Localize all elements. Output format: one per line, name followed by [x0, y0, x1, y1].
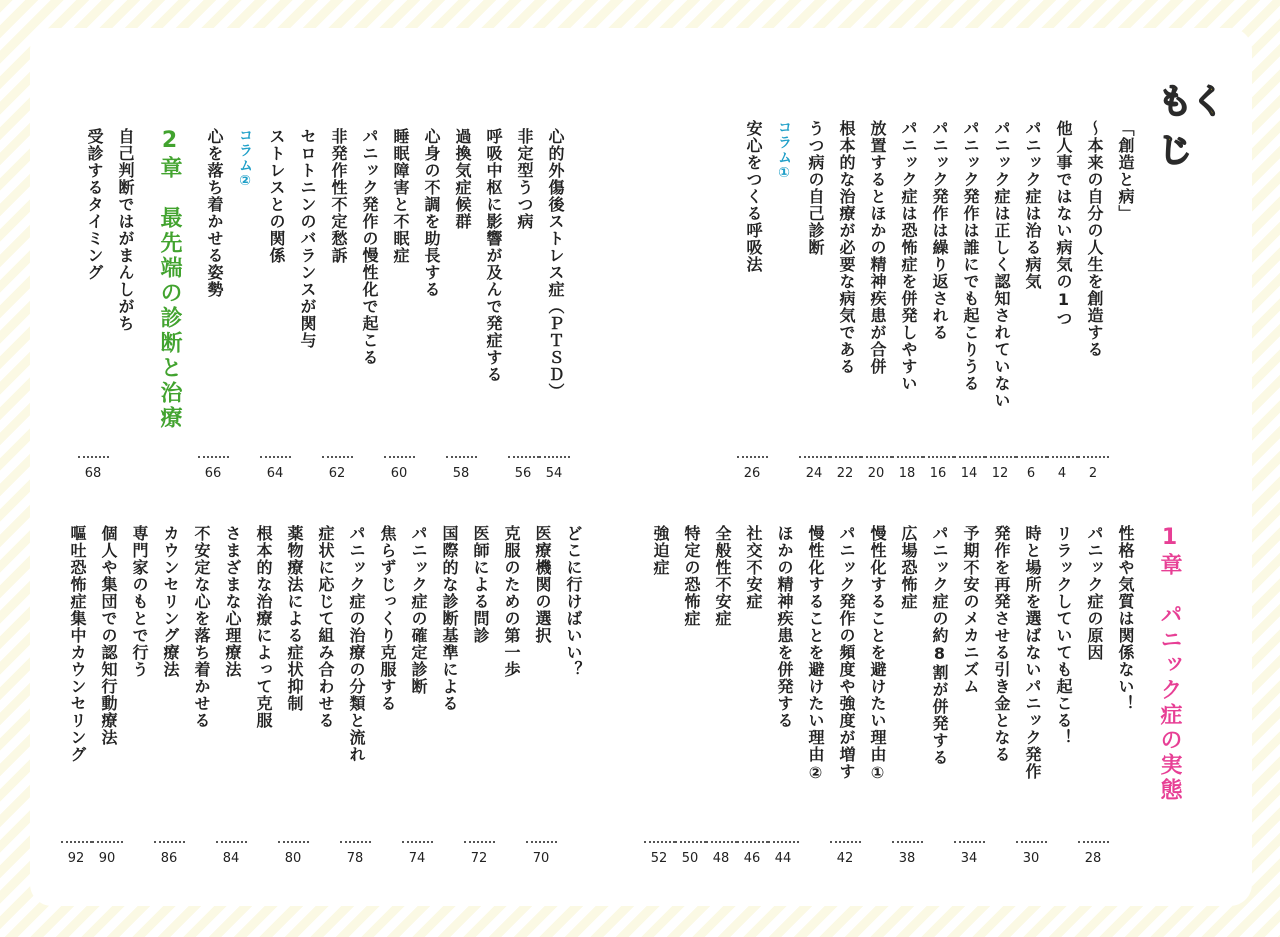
toc-entry-text: 2章 最先端の診断と治療: [157, 128, 182, 431]
toc-entry-text: ほかの精神疾患を併発する: [775, 525, 794, 729]
toc-entry-text: 放置するとほかの精神疾患が合併: [868, 120, 887, 375]
toc-entry[interactable]: [260, 128, 291, 481]
toc-entry-text: パニック症の原因: [1085, 525, 1104, 661]
spacer: [1140, 525, 1150, 843]
toc-entry[interactable]: [322, 128, 353, 481]
page-number: 62: [328, 466, 346, 481]
page-number: 58: [452, 466, 470, 481]
toc-entry[interactable]: [340, 525, 371, 866]
toc-entry[interactable]: [954, 525, 985, 866]
toc-entry-text: 個人や集団での認知行動療法: [99, 525, 118, 746]
page-number: 42: [836, 851, 854, 866]
toc-entry[interactable]: [353, 128, 384, 458]
toc-entry[interactable]: [892, 525, 923, 866]
toc-entry-text: 性格や気質は関係ない！: [1116, 525, 1135, 712]
page-number: 20: [867, 466, 885, 481]
toc-entry-text: 医師による問診: [471, 525, 490, 644]
toc-entry[interactable]: [446, 128, 477, 481]
toc-entry[interactable]: [923, 525, 954, 843]
toc-entry-text: 症状に応じて組み合わせる: [316, 525, 335, 729]
toc-entry[interactable]: [954, 120, 985, 481]
toc-entry[interactable]: [1047, 120, 1078, 481]
page-number: 54: [545, 466, 563, 481]
toc-entry-text: 1章 パニック症の実態: [1157, 525, 1182, 803]
toc-block-top-left: [84, 128, 570, 481]
toc-entry[interactable]: [495, 525, 526, 843]
page-number: 4: [1057, 466, 1067, 481]
page-number: 90: [98, 851, 116, 866]
chapter-heading[interactable]: [150, 128, 188, 458]
toc-entry[interactable]: [1016, 525, 1047, 866]
toc-entry-text: コラム②: [237, 128, 253, 190]
toc-entry[interactable]: [508, 128, 539, 481]
toc-entry[interactable]: [706, 525, 737, 866]
toc-entry-text: 強迫症: [651, 525, 670, 576]
toc-entry[interactable]: [78, 128, 109, 481]
page-number: 12: [991, 466, 1009, 481]
toc-entry[interactable]: [384, 128, 415, 481]
toc-entry-text: 非発作性不定愁訴: [329, 128, 348, 264]
toc-entry-text: 根本的な治療が必要な病気である: [837, 120, 856, 375]
toc-entry-text: パニック症は恐怖症を併発しやすい: [899, 120, 918, 392]
chapter-heading[interactable]: [1150, 525, 1188, 843]
page-number: 30: [1022, 851, 1040, 866]
toc-entry[interactable]: [830, 120, 861, 481]
toc-entry-text: 呼吸中枢に影響が及んで発症する: [484, 128, 503, 383]
toc-block-bottom-right: [650, 525, 1198, 866]
toc-entry-text: 医療機関の選択: [533, 525, 552, 644]
page-number: 2: [1088, 466, 1098, 481]
toc-title: もくじ: [1158, 82, 1224, 171]
toc-entry[interactable]: [799, 120, 830, 481]
toc-entry-text: 睡眠障害と不眠症: [391, 128, 410, 264]
page-number: 78: [346, 851, 364, 866]
toc-entry-text: ストレスとの関係: [267, 128, 286, 264]
toc-entry[interactable]: [402, 525, 433, 866]
page-number: 46: [743, 851, 761, 866]
spacer: [140, 128, 150, 458]
toc-entry[interactable]: [433, 525, 464, 843]
page-number: 60: [390, 466, 408, 481]
toc-entry-text: パニック発作の慢性化で起こる: [360, 128, 379, 366]
page-number: 22: [836, 466, 854, 481]
toc-entry[interactable]: [185, 525, 216, 843]
toc-entry-text: 「創造と病」: [1116, 120, 1135, 222]
toc-entry-text: パニック発作は誰にでも起こりうる: [961, 120, 980, 392]
toc-entry-text: パニック症は正しく認知されていない: [992, 120, 1011, 409]
toc-entry-text: 心身の不調を助長する: [422, 128, 441, 298]
toc-entry-text: パニック症の確定診断: [409, 525, 428, 695]
toc-entry[interactable]: [216, 525, 247, 866]
toc-entry-text: どこに行けばいい？: [564, 525, 583, 678]
toc-entry[interactable]: [985, 120, 1016, 481]
toc-entry-text: パニック発作は繰り返される: [930, 120, 949, 341]
page-number: 68: [84, 466, 102, 481]
page-number: 50: [681, 851, 699, 866]
toc-entry-text: 嘔吐恐怖症集中カウンセリング: [68, 525, 87, 763]
toc-entry[interactable]: [1016, 120, 1047, 481]
toc-entry[interactable]: [526, 525, 557, 866]
toc-entry-text: パニック症の治療の分類と流れ: [347, 525, 366, 763]
toc-entry[interactable]: [371, 525, 402, 843]
page-number: 52: [650, 851, 668, 866]
toc-entry-text: うつ病の自己診断: [806, 120, 825, 256]
toc-entry-text: 不安定な心を落ち着かせる: [192, 525, 211, 729]
toc-entry[interactable]: [985, 525, 1016, 843]
toc-entry-text: 過換気症候群: [453, 128, 472, 230]
toc-entry[interactable]: [1109, 525, 1140, 843]
toc-entry[interactable]: [92, 525, 123, 866]
toc-entry-text: 受診するタイミング: [85, 128, 104, 281]
page-number: 92: [67, 851, 85, 866]
column-label: [229, 128, 260, 458]
page-number: 6: [1026, 466, 1036, 481]
toc-entry-text: さまざまな心理療法: [223, 525, 242, 678]
toc-entry[interactable]: [539, 128, 570, 481]
toc-entry[interactable]: [415, 128, 446, 458]
toc-entry-text: 根本的な治療によって克服: [254, 525, 273, 729]
toc-entry[interactable]: [464, 525, 495, 866]
toc-entry[interactable]: [861, 120, 892, 481]
toc-entry-text: 特定の恐怖症: [682, 525, 701, 627]
page-number: 80: [284, 851, 302, 866]
toc-entry-text: 自己判断ではがまんしがち: [116, 128, 135, 332]
toc-entry[interactable]: [1078, 120, 1109, 481]
page-number: 16: [929, 466, 947, 481]
page-number: 28: [1084, 851, 1102, 866]
toc-entry-text: 心を落ち着かせる姿勢: [205, 128, 224, 298]
toc-entry[interactable]: [109, 128, 140, 458]
page-number: 56: [514, 466, 532, 481]
toc-entry-text: 非定型うつ病: [515, 128, 534, 230]
toc-entry[interactable]: [61, 525, 92, 866]
toc-entry-text: 全般性不安症: [713, 525, 732, 627]
page-number: 34: [960, 851, 978, 866]
page-number: 14: [960, 466, 978, 481]
toc-entry-text: 社交不安症: [744, 525, 763, 610]
toc-entry[interactable]: [768, 525, 799, 866]
page-number: 24: [805, 466, 823, 481]
spacer: [188, 128, 198, 458]
toc-entry[interactable]: [861, 525, 892, 843]
toc-entry[interactable]: [198, 128, 229, 481]
page-number: 66: [204, 466, 222, 481]
toc-entry[interactable]: [557, 525, 588, 843]
toc-entry[interactable]: [675, 525, 706, 866]
page-number: 64: [266, 466, 284, 481]
toc-entry-text: 薬物療法による症状抑制: [285, 525, 304, 712]
toc-entry[interactable]: [799, 525, 830, 843]
page-number: 72: [470, 851, 488, 866]
column-label: [768, 120, 799, 458]
page-number: 74: [408, 851, 426, 866]
toc-entry[interactable]: [1047, 525, 1078, 843]
toc-entry-text: 安心をつくる呼吸法: [744, 120, 763, 273]
toc-entry-text: 慢性化することを避けたい理由①: [868, 525, 887, 783]
toc-entry[interactable]: [923, 120, 954, 481]
toc-entry-text: リラックしていても起こる！: [1054, 525, 1073, 746]
spacer: [1188, 525, 1198, 843]
toc-entry[interactable]: [737, 120, 768, 481]
toc-entry-text: パニック発作の頻度や強度が増す: [837, 525, 856, 780]
toc-entry-text: ～本来の自分の人生を創造する: [1085, 120, 1104, 358]
toc-entry-text: セロトニンのバランスが関与: [298, 128, 317, 349]
toc-entry[interactable]: [1109, 120, 1140, 458]
toc-entry[interactable]: [309, 525, 340, 843]
toc-entry[interactable]: [737, 525, 768, 866]
page-number: 44: [774, 851, 792, 866]
page-number: 48: [712, 851, 730, 866]
page-number: 86: [160, 851, 178, 866]
toc-entry-text: 広場恐怖症: [899, 525, 918, 610]
toc-entry[interactable]: [1078, 525, 1109, 866]
toc-entry-text: 国際的な診断基準による: [440, 525, 459, 712]
toc-entry-text: 時と場所を選ばないパニック発作: [1023, 525, 1042, 780]
toc-entry-text: 予期不安のメカニズム: [961, 525, 980, 695]
toc-entry-text: 心的外傷後ストレス症（ＰＴＳＤ）: [546, 128, 565, 400]
toc-block-top-right: [735, 120, 1140, 481]
toc-page: [30, 28, 1252, 906]
toc-entry[interactable]: [291, 128, 322, 458]
page-number: 18: [898, 466, 916, 481]
toc-entry-text: 専門家のもとで行う: [130, 525, 149, 678]
toc-entry-text: 他人事ではない病気の1つ: [1054, 120, 1073, 327]
toc-entry[interactable]: [123, 525, 154, 843]
toc-entry-text: 発作を再発させる引き金となる: [992, 525, 1011, 763]
toc-entry-text: コラム①: [776, 120, 792, 182]
page-number: 26: [743, 466, 761, 481]
toc-entry-text: パニック症は治る病気: [1023, 120, 1042, 290]
toc-entry[interactable]: [247, 525, 278, 843]
toc-entry[interactable]: [644, 525, 675, 866]
toc-entry[interactable]: [278, 525, 309, 866]
toc-entry-text: パニック症の約8割が併発する: [930, 525, 949, 766]
page-number: 38: [898, 851, 916, 866]
page-number: 70: [532, 851, 550, 866]
toc-entry-text: カウンセリング療法: [161, 525, 180, 678]
toc-entry[interactable]: [892, 120, 923, 481]
toc-entry[interactable]: [830, 525, 861, 866]
toc-block-bottom-left: [67, 525, 588, 866]
toc-entry[interactable]: [154, 525, 185, 866]
toc-entry-text: 焦らずじっくり克服する: [378, 525, 397, 712]
toc-entry-text: 慢性化することを避けたい理由②: [806, 525, 825, 783]
toc-entry[interactable]: [477, 128, 508, 458]
page-number: 84: [222, 851, 240, 866]
toc-entry-text: 克服のための第一歩: [502, 525, 521, 678]
